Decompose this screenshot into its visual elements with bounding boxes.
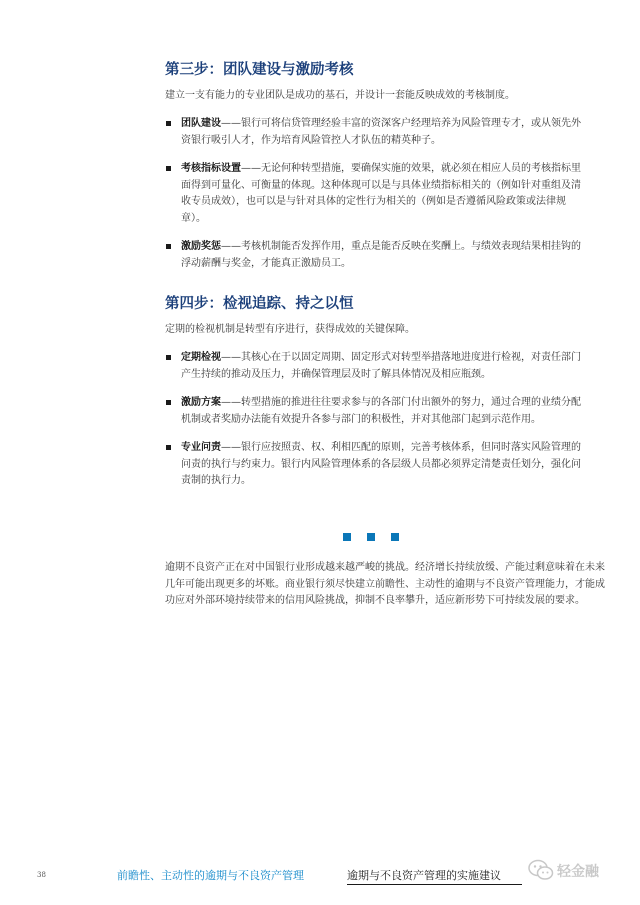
list-item <box>165 161 585 227</box>
item-term: 专业问责 <box>181 442 221 453</box>
page-number: 38 <box>37 871 46 879</box>
list-item <box>165 239 585 272</box>
square-bullet-icon <box>166 244 171 249</box>
item-text: ——银行可将信贷管理经验丰富的资深客户经理培养为风险管理专才，或从领先外资银行吸引人才，作为培育风险管控人才队伍的精英种子。 <box>181 118 581 146</box>
section-4-title: 第四步：检视追踪、持之以恒 <box>165 295 354 312</box>
separator-square <box>391 533 399 541</box>
wechat-icon <box>528 858 554 882</box>
section-3-title: 第三步：团队建设与激励考核 <box>165 61 354 78</box>
item-term: 团队建设 <box>181 118 221 129</box>
item-text: ——银行应按照责、权、利相匹配的原则，完善考核体系，但同时落实风险管理的问责的执行与约束力。银行内风险管理体系的各层级人员都必须界定清楚责任划分，强化问责制的执行力。 <box>181 442 581 486</box>
item-text: ——无论何种转型措施，要确保实施的效果，就必须在相应人员的考核指标里面得到可量化、可衡量的体现。这种体现可以是与具体业绩指标相关的（例如针对重组及清收专员成效），也可以是与针对具体的定性行为相关的（例如是否遵循风险政策或法律规章）。 <box>181 163 581 224</box>
square-bullet-icon <box>166 166 171 171</box>
square-bullet-icon <box>166 355 171 360</box>
section-3-list <box>165 116 585 272</box>
section-separator <box>343 533 399 541</box>
separator-square <box>367 533 375 541</box>
list-item <box>165 440 585 490</box>
conclusion-paragraph: 逾期不良资产正在对中国银行业形成越来越严峻的挑战。经济增长持续放缓、产能过剩意味着在未来几年可能出现更多的坏账。商业银行须尽快建立前瞻性、主动性的逾期与不良资产管理能力，才能成功应对外部环境持续带来的信用风险挑战，抑制不良率攀升，适应新形势下可持续发展的要求。 <box>165 562 605 606</box>
list-item <box>165 116 585 149</box>
watermark-text: 轻金融 <box>557 864 599 880</box>
section-4-list <box>165 350 585 490</box>
section-3-intro: 建立一支有能力的专业团队是成功的基石，并设计一套能反映成效的考核制度。 <box>165 90 515 101</box>
footer-chapter-title: 前瞻性、主动性的逾期与不良资产管理 <box>117 869 304 882</box>
item-term: 考核指标设置 <box>181 163 241 174</box>
item-text: ——考核机制能否发挥作用，重点是能否反映在奖酬上。与绩效表现结果相挂钩的浮动薪酬与奖金，才能真正激励员工。 <box>181 241 581 269</box>
square-bullet-icon <box>166 121 171 126</box>
square-bullet-icon <box>166 445 171 450</box>
item-text: ——其核心在于以固定周期、固定形式对转型举措落地进度进行检视，对责任部门产生持续的推动及压力，并确保管理层及时了解具体情况及相应瓶颈。 <box>181 352 581 380</box>
item-term: 激励方案 <box>181 397 221 408</box>
list-item <box>165 350 585 383</box>
footer-section-title: 逾期与不良资产管理的实施建议 <box>347 869 501 882</box>
section-4-intro: 定期的检视机制是转型有序进行，获得成效的关键保障。 <box>165 324 415 335</box>
item-text: ——转型措施的推进往往要求参与的各部门付出额外的努力，通过合理的业绩分配机制或者奖励办法能有效提升各参与部门的积极性，并对其他部门起到示范作用。 <box>181 397 581 425</box>
footer-underline <box>347 884 522 885</box>
item-term: 定期检视 <box>181 352 221 363</box>
list-item <box>165 395 585 428</box>
item-term: 激励奖惩 <box>181 241 221 252</box>
separator-square <box>343 533 351 541</box>
square-bullet-icon <box>166 400 171 405</box>
